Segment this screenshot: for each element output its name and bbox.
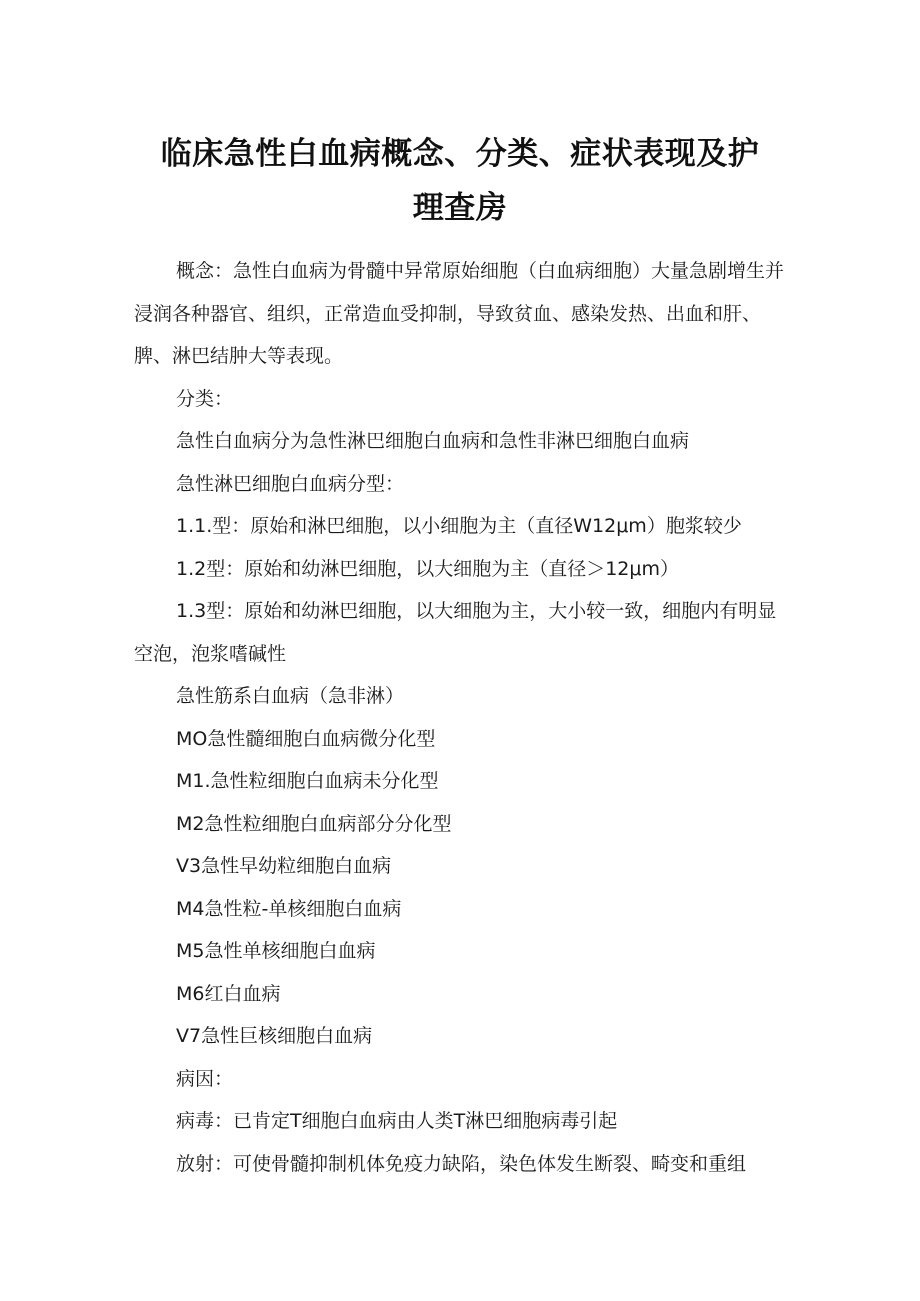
aml-type-item: M6红白血病 xyxy=(176,982,281,1005)
title-line-2: 理查房 xyxy=(412,189,508,226)
aml-heading: 急性筋系白血病（急非淋） xyxy=(176,685,405,707)
etiology-heading: 病因： xyxy=(176,1067,234,1090)
all-types-heading: 急性淋巴细胞白血病分型： xyxy=(176,472,405,495)
classification-heading: 分类： xyxy=(176,387,234,410)
concept-paragraph: 概念：急性白血病为骨髓中异常原始细胞（白血病细胞）大量急剧增生并浸润各种器官、组织，正常造血受抑制，导致贫血、感染发热、出血和肝、脾、淋巴结肿大等表现。 xyxy=(134,260,785,367)
aml-type-item: M4急性粒-单核细胞白血病 xyxy=(176,897,402,920)
title-line-1: 临床急性白血病概念、分类、症状表现及护 xyxy=(160,135,760,172)
all-type-1: 1.1.型：原始和淋巴细胞，以小细胞为主（直径W12μm）胞浆较少 xyxy=(176,515,742,537)
etiology-virus: 病毒：已肯定T细胞白血病由人类T淋巴细胞病毒引起 xyxy=(176,1110,618,1132)
document-body xyxy=(134,250,794,1185)
etiology-radiation: 放射：可使骨髓抑制机体免疫力缺陷，染色体发生断裂、畸变和重组 xyxy=(176,1152,747,1175)
aml-type-item: M5急性单核细胞白血病 xyxy=(176,940,376,962)
aml-type-item: M2急性粒细胞白血病部分分化型 xyxy=(176,812,452,835)
aml-type-item: V7急性巨核细胞白血病 xyxy=(176,1025,373,1047)
aml-type-item: M1.急性粒细胞白血病未分化型 xyxy=(176,770,439,792)
aml-type-item: MO急性髓细胞白血病微分化型 xyxy=(176,727,436,750)
classification-intro: 急性白血病分为急性淋巴细胞白血病和急性非淋巴细胞白血病 xyxy=(176,430,690,452)
document-title xyxy=(100,127,820,235)
aml-type-item: V3急性早幼粒细胞白血病 xyxy=(176,855,392,877)
all-type-2: 1.2型：原始和幼淋巴细胞，以大细胞为主（直径＞12μm） xyxy=(176,557,679,580)
all-type-3: 1.3型：原始和幼淋巴细胞，以大细胞为主，大小较一致，细胞内有明显空泡，泡浆嗜碱性 xyxy=(134,600,777,665)
